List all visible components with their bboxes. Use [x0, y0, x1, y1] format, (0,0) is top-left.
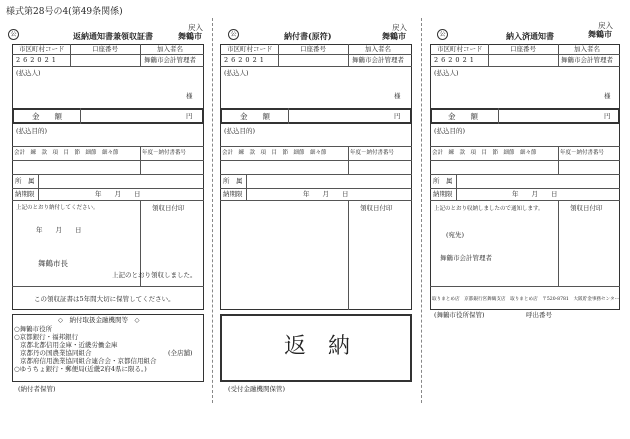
- cut-line-right: [421, 18, 422, 403]
- code-digit: 0: [37, 56, 45, 64]
- code-digit: 1: [51, 56, 59, 64]
- deadline-label: 納期限: [433, 190, 453, 198]
- accounting-header: 会計 練 款 項 目 節 細節 細々節: [222, 150, 327, 156]
- city-code-value: [16, 57, 59, 64]
- code-digit: 2: [252, 56, 260, 64]
- payer-label: (払込人): [224, 69, 249, 77]
- amount-label: 金 額: [448, 112, 478, 121]
- subscriber-name: 舞鶴市会計管理者: [561, 56, 613, 64]
- right-payee: 舞鶴市: [588, 29, 612, 39]
- code-digit: 1: [259, 56, 267, 64]
- form-number: 様式第28号の4(第49条関係): [6, 7, 123, 17]
- division-label: 所 属: [15, 177, 35, 185]
- purpose-label: (払込目的): [16, 127, 48, 135]
- left-keeper: (納付者保管): [18, 385, 56, 393]
- account-header: 口座番号: [300, 45, 326, 53]
- division-label: 所 属: [223, 177, 243, 185]
- deadline-date: 年 月 日: [95, 190, 141, 198]
- subscriber-header: 加入者名: [157, 45, 183, 53]
- payer-sama: 様: [186, 92, 193, 100]
- amount-label: 金 額: [240, 112, 270, 121]
- payer-sama: 様: [394, 92, 401, 100]
- middle-payee-top: 戻入: [392, 23, 407, 32]
- payer-label: (払込人): [434, 69, 459, 77]
- purpose-label: (払込目的): [434, 127, 466, 135]
- middle-payee: 舞鶴市: [382, 31, 406, 41]
- payer-sama: 様: [604, 92, 611, 100]
- city-code-header: 市区町村コード: [19, 45, 65, 53]
- middle-keeper: (受付金融機関保管): [228, 385, 286, 393]
- return-big-text: 返 納: [284, 334, 351, 359]
- code-digit: 0: [245, 56, 253, 64]
- code-digit: 6: [441, 56, 449, 64]
- payer-label: (払込人): [16, 69, 41, 77]
- year-header: 年度－納付書番号: [142, 150, 187, 156]
- left-payee: 舞鶴市: [178, 31, 202, 41]
- call-number-label: 呼出番号: [526, 311, 552, 319]
- addressee-name: 舞鶴市会計管理者: [440, 254, 492, 262]
- code-digit: 2: [224, 56, 232, 64]
- right-form-title: 納入済通知書: [506, 31, 554, 41]
- subscriber-header: 加入者名: [365, 45, 391, 53]
- middle-form-frame: [220, 44, 412, 310]
- yen-label: 円: [186, 112, 193, 120]
- city-code-header: 市区町村コード: [227, 45, 273, 53]
- deadline-label: 納期限: [223, 190, 243, 198]
- accounting-header: 会計 練 款 項 目 節 細節 細々節: [432, 150, 537, 156]
- bank-item: 京都北都信用金庫・近畿労働金庫: [20, 341, 118, 349]
- year-header: 年度－納付書番号: [560, 150, 605, 156]
- code-digit: 2: [44, 56, 52, 64]
- division-label: 所 属: [433, 177, 453, 185]
- code-digit: 6: [231, 56, 239, 64]
- left-form-title: 返納通知書兼領収証書: [73, 31, 153, 41]
- code-digit: 2: [434, 56, 442, 64]
- right-notice: 上記のとおり収納しましたので通知します。: [434, 206, 544, 212]
- code-digit: 2: [448, 56, 456, 64]
- account-header: 口座番号: [92, 45, 118, 53]
- footer-bank: 取りまとめ店 京都銀行宮舞鶴支店 取りまとめ店 〒520-8781 大阪貯金事務センター: [432, 297, 620, 302]
- receipt-stamp-label: 領収日付印: [360, 204, 393, 212]
- bank-list-title: ◇ 納付取扱金融機関等 ◇: [58, 316, 140, 324]
- middle-form-title: 納付書(原符): [284, 31, 332, 41]
- addressee-label: (宛先): [446, 231, 465, 239]
- code-digit: 2: [30, 56, 38, 64]
- keep-note: この領収証書は5年間大切に保管してください。: [34, 295, 175, 303]
- amount-label: 金 額: [32, 112, 62, 121]
- mayor-label: 舞鶴市長: [38, 259, 68, 268]
- code-digit: 2: [462, 56, 470, 64]
- bank-item: 京都丹の国農業協同組合: [20, 349, 92, 357]
- right-payee-top: 戻入: [598, 21, 613, 30]
- cut-line-left: [212, 18, 213, 403]
- code-digit: 0: [455, 56, 463, 64]
- bank-item: 京都府信用漁業協同組合連合会・京都信用組合: [20, 357, 157, 365]
- deadline-date: 年 月 日: [512, 190, 558, 198]
- code-digit: 2: [16, 56, 24, 64]
- received-text: 上記のとおり領収しました。: [112, 271, 197, 279]
- account-header: 口座番号: [510, 45, 536, 53]
- deadline-date: 年 月 日: [303, 190, 349, 198]
- subscriber-name: 舞鶴市会計管理者: [352, 56, 404, 64]
- receipt-stamp-label: 領収日付印: [152, 204, 185, 212]
- bank-item: ○舞鶴市役所: [14, 325, 53, 333]
- left-notice: 上記のとおり納付してください。: [16, 205, 99, 211]
- year-header: 年度－納付書番号: [350, 150, 395, 156]
- right-keeper: (舞鶴市役所保管): [434, 311, 485, 319]
- receipt-stamp-label: 領収日付印: [570, 204, 603, 212]
- city-code-header: 市区町村コード: [437, 45, 483, 53]
- seal-mark: 公: [228, 29, 239, 40]
- seal-mark: 公: [8, 29, 19, 40]
- bank-item: ○ゆうちょ銀行・郵便局(近畿2府4県に限る。): [14, 365, 147, 373]
- right-form-frame: [430, 44, 620, 310]
- all-branches: (全店舗): [168, 349, 193, 357]
- bank-item: ○京都銀行・福邦銀行: [14, 333, 79, 341]
- code-digit: 2: [238, 56, 246, 64]
- subscriber-header: 加入者名: [574, 45, 600, 53]
- yen-label: 円: [604, 112, 611, 120]
- accounting-header: 会計 練 款 項 目 節 細節 細々節: [14, 150, 119, 156]
- purpose-label: (払込目的): [224, 127, 256, 135]
- city-code-value: [224, 57, 267, 64]
- deadline-label: 納期限: [15, 190, 35, 198]
- seal-mark: 公: [437, 29, 448, 40]
- code-digit: 1: [469, 56, 477, 64]
- city-code-value: [434, 57, 477, 64]
- subscriber-name: 舞鶴市会計管理者: [144, 56, 196, 64]
- left-payee-top: 戻入: [188, 23, 203, 32]
- yen-label: 円: [394, 112, 401, 120]
- left-date-line: 年 月 日: [36, 226, 82, 234]
- code-digit: 6: [23, 56, 31, 64]
